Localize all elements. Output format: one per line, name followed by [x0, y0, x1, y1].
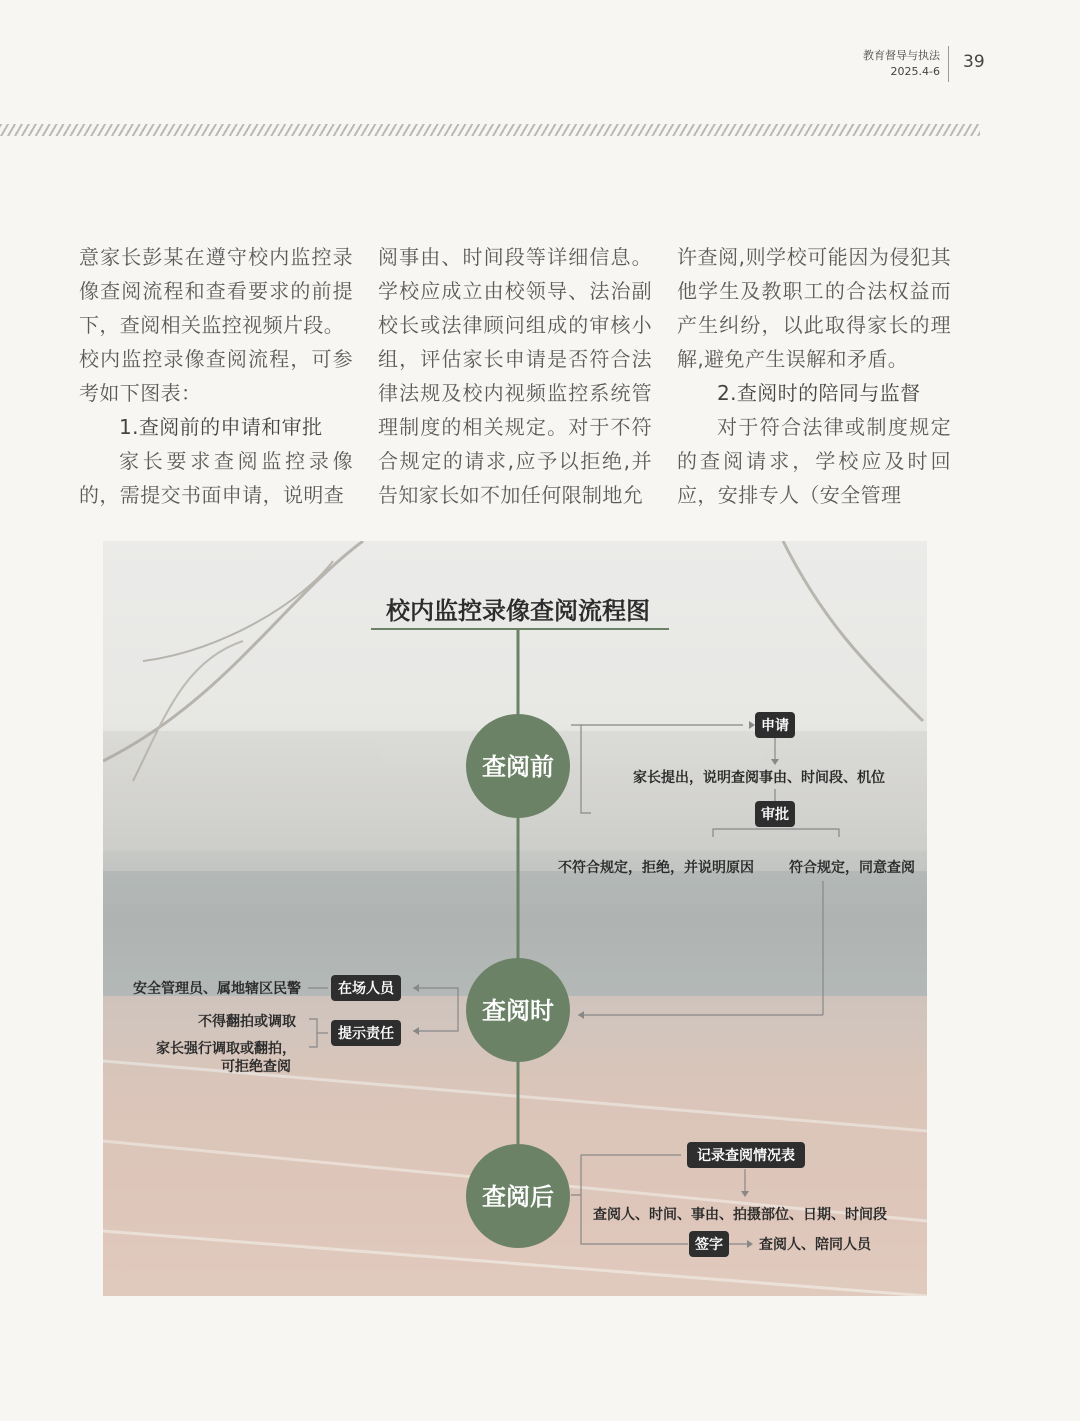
sign-badge: [689, 1231, 729, 1257]
remind-badge: [331, 1020, 401, 1046]
remind-description-3: 可拒绝查阅: [221, 1059, 291, 1075]
section-heading: 2.查阅时的陪同与监督: [717, 381, 921, 405]
section-heading: 1.查阅前的申请和审批: [119, 415, 323, 439]
stage-before-label: 查阅前: [482, 753, 554, 781]
record-badge: [687, 1142, 805, 1168]
paragraph: 意家长彭某在遵守校内监控录像查阅流程和查看要求的前提下，查阅相关监控视频片段。: [79, 245, 353, 337]
magazine-name: 教育督导与执法: [863, 49, 940, 62]
stage-during-label: 查阅时: [482, 997, 554, 1025]
present-description: 安全管理员、属地辖区民警: [133, 981, 301, 997]
text-column-1: [79, 240, 353, 512]
paragraph: 校内监控录像查阅流程，可参考如下图表：: [79, 347, 353, 405]
reject-description: 不符合规定，拒绝，并说明原因: [558, 860, 754, 876]
sign-description: 查阅人、陪同人员: [759, 1237, 871, 1253]
flowchart-svg: [103, 541, 927, 1296]
apply-label: 申请: [761, 718, 789, 734]
sign-label: 签字: [695, 1237, 723, 1253]
arrowhead: [749, 721, 755, 729]
running-header: [863, 48, 940, 80]
remind-label: 提示责任: [338, 1026, 394, 1042]
approve-badge: [755, 801, 795, 827]
stage-during: [466, 958, 570, 1062]
stage-after-label: 查阅后: [482, 1183, 554, 1211]
stage-after: [466, 1144, 570, 1248]
flowchart-title: 校内监控录像查阅流程图: [386, 597, 650, 625]
paragraph: 家长要求查阅监控录像的，需提交书面申请，说明查: [79, 449, 353, 507]
apply-badge: [755, 712, 795, 738]
text-column-2: [378, 240, 652, 512]
remind-description-1: 不得翻拍或调取: [198, 1014, 296, 1030]
page-number: 39: [963, 52, 985, 72]
present-badge: [331, 975, 401, 1001]
flowchart-figure: [103, 541, 927, 1296]
record-description: 查阅人、时间、事由、拍摄部位、日期、时间段: [593, 1207, 887, 1223]
accept-description: 符合规定，同意查阅: [789, 860, 915, 876]
paragraph: 许查阅,则学校可能因为侵犯其他学生及教职工的合法权益而产生纠纷，以此取得家长的理解,避免产生误解和矛盾。: [677, 245, 951, 371]
present-label: 在场人员: [338, 981, 394, 997]
paragraph: 对于符合法律或制度规定的查阅请求，学校应及时回应，安排专人（安全管理: [677, 415, 951, 507]
text-column-3: [677, 240, 951, 512]
stage-before: [466, 714, 570, 818]
apply-description: 家长提出，说明查阅事由、时间段、机位: [633, 770, 885, 786]
issue-date: 2025.4-6: [890, 65, 940, 78]
remind-description-2: 家长强行调取或翻拍，: [156, 1041, 296, 1057]
decorative-stripe: [0, 124, 980, 136]
header-divider: [948, 46, 949, 82]
approve-label: 审批: [761, 807, 789, 823]
record-label: 记录查阅情况表: [697, 1148, 795, 1164]
paragraph: 阅事由、时间段等详细信息。学校应成立由校领导、法治副校长或法律顾问组成的审核小组，评估家长申请是否符合法律法规及校内视频监控系统管理制度的相关规定。对于不符合规定的请求,应予以拒绝,并告知家长如不加任何限制地允: [378, 245, 652, 507]
